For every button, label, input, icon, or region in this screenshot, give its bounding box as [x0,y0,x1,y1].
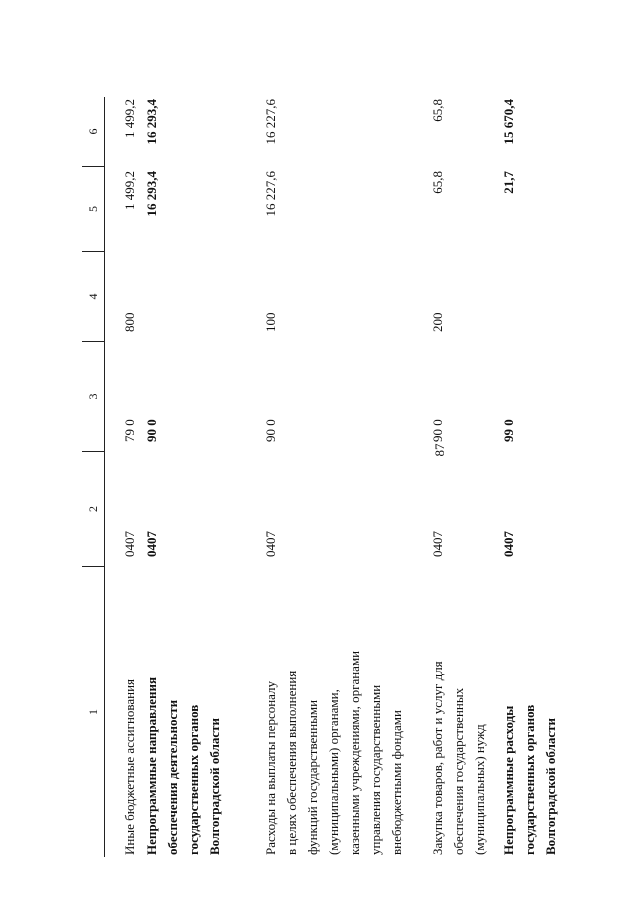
row-name-line: обеспечения государственных [451,687,466,855]
header-col-3: 3 [82,342,104,452]
row-target-code: 90 0 [263,419,278,442]
header-col-2: 2 [82,452,104,567]
row-amount-6: 1 499,2 [122,99,137,138]
header-col-4: 4 [82,252,104,342]
row-name-line: государственных органов [186,704,201,855]
row-amount-5: 1 499,2 [122,171,137,210]
row-name-line: функций государственными [305,699,320,855]
row-name-line: обеспечения деятельности [165,699,180,855]
row-name [141,567,225,857]
row-name-line: Расходы на выплаты персоналу [263,680,278,855]
page-number: 87 [432,443,447,457]
row-section-code: 0407 [501,531,516,557]
header-col-5: 5 [82,167,104,252]
row-section-code: 0407 [122,531,137,557]
row-name [119,567,140,857]
row-expense-type: 200 [430,312,445,332]
row-amount-5: 16 293,4 [144,171,159,217]
header-col-1: 1 [86,709,100,715]
row-name-line: Волгоградской области [207,717,222,855]
row-name-line: Закупка товаров, работ и услуг для [430,661,445,855]
row-name [498,567,561,857]
row-name [260,567,407,857]
row-amount-6: 15 670,4 [501,99,516,145]
row-name [427,567,490,857]
row-amount-6: 65,8 [430,99,445,122]
row-name-line: управления государственными [368,684,383,855]
row-name-line: казенными учреждениями, органами [347,650,362,855]
row-expense-type: 800 [122,312,137,332]
row-name-line: государственных органов [522,704,537,855]
row-name-line: Волгоградской области [543,717,558,855]
row-expense-type: 100 [263,312,278,332]
row-target-code: 79 0 [122,419,137,442]
row-name-line: Иные бюджетные ассигнования [122,678,137,855]
row-name-line: (муниципальных) нужд [472,724,487,855]
row-name-line: Непрограммные направления [144,676,159,855]
budget-table [82,97,568,857]
row-amount-5: 16 227,6 [263,171,278,217]
table-header-row [82,97,105,857]
row-section-code: 0407 [263,531,278,557]
row-amount-6: 16 227,6 [263,99,278,145]
row-name-line: Непрограммные расходы [501,705,516,855]
header-col-6: 6 [82,97,104,167]
row-target-code: 90 0 [430,419,445,442]
row-target-code: 90 0 [144,419,159,442]
row-section-code: 0407 [144,531,159,557]
row-target-code: 99 0 [501,419,516,442]
row-section-code: 0407 [430,531,445,557]
row-name-line: внебюджетными фондами [389,710,404,855]
row-name-line: в целях обеспечения выполнения [284,670,299,855]
row-amount-6: 16 293,4 [144,99,159,145]
row-name-line: (муниципальными) органами, [326,689,341,855]
row-amount-5: 65,8 [430,171,445,194]
row-amount-5: 21,7 [501,171,516,194]
